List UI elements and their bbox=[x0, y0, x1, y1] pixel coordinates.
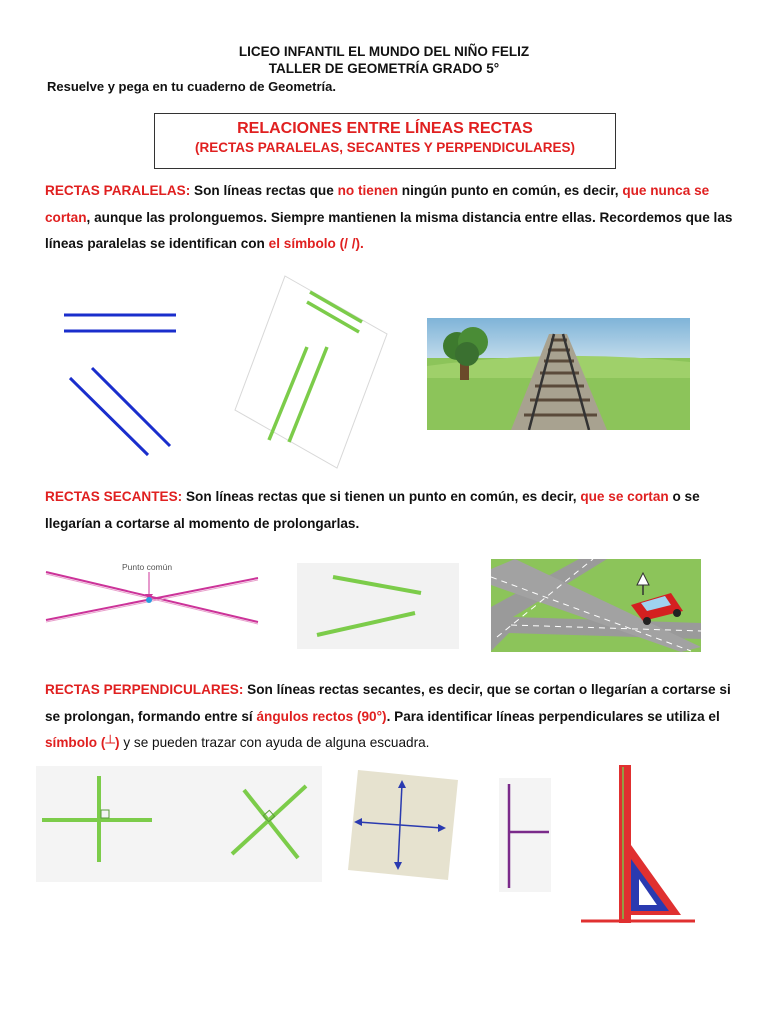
paralelas-term: RECTAS PARALELAS: bbox=[45, 183, 191, 198]
figure-background bbox=[36, 766, 322, 882]
red-ruler bbox=[619, 765, 631, 923]
green-parallel-lines-figure bbox=[225, 272, 395, 472]
workshop-title: TALLER DE GEOMETRÍA GRADO 5° bbox=[268, 61, 500, 76]
blue-line-d1 bbox=[70, 378, 148, 455]
paralelas-highlight-3: el símbolo (/ /). bbox=[268, 236, 364, 251]
title-box bbox=[154, 113, 616, 169]
perpendiculares-term: RECTAS PERPENDICULARES: bbox=[45, 682, 244, 697]
perpendiculares-text-3: y se pueden trazar con ayuda de alguna escuadra. bbox=[119, 735, 430, 750]
school-name: LICEO INFANTIL EL MUNDO DEL NIÑO FELIZ bbox=[238, 44, 530, 59]
paralelas-highlight-2: que nunca se cortan bbox=[45, 183, 710, 225]
blue-line-d2 bbox=[92, 368, 170, 446]
perpendiculares-highlight-1: ángulos rectos (90°) bbox=[256, 708, 387, 724]
purple-perpendicular-figure bbox=[499, 778, 551, 892]
paralelas-paragraph bbox=[45, 178, 735, 258]
magenta-line-2-shadow bbox=[46, 580, 258, 622]
perpendiculares-paragraph bbox=[45, 677, 735, 757]
secantes-text-2: o se llegarían a cortarse al momento de prolongarlas. bbox=[45, 489, 700, 531]
secantes-highlight-1: que se cortan bbox=[580, 489, 669, 504]
perpendiculares-highlight-2: símbolo (┴) bbox=[45, 735, 120, 750]
perpendicular-lines-figure bbox=[36, 766, 322, 882]
figure-background bbox=[297, 563, 459, 649]
green-secant-lines-figure bbox=[297, 563, 459, 649]
magenta-line-1-shadow bbox=[46, 574, 258, 624]
secantes-term: RECTAS SECANTES: bbox=[45, 489, 183, 504]
common-point bbox=[146, 597, 152, 603]
secantes-text-1: Son líneas rectas que si tienen un punto en común, es decir, bbox=[182, 489, 581, 504]
paralelas-text-1: Son líneas rectas que bbox=[190, 183, 338, 198]
blue-parallel-lines-figure bbox=[50, 290, 190, 460]
instruction-text: Resuelve y pega en tu cuaderno de Geometría. bbox=[47, 79, 336, 94]
blue-perpendicular-figure bbox=[344, 766, 462, 884]
paralelas-text-3: , aunque las prolonguemos. Siempre mantienen la misma distancia entre ellas. Recordemos que las líneas paralelas se identifican con bbox=[45, 209, 733, 251]
railroad-track-image bbox=[427, 318, 690, 430]
road-intersection-image bbox=[491, 559, 701, 652]
paralelas-highlight-1: no tienen bbox=[337, 183, 398, 198]
perpendiculares-text-2: . Para identificar líneas perpendiculares se utiliza el bbox=[386, 708, 720, 724]
set-square-figure bbox=[577, 763, 697, 928]
sub-title: (RECTAS PARALELAS, SECANTES Y PERPENDICULARES) bbox=[194, 140, 576, 155]
main-title: RELACIONES ENTRE LÍNEAS RECTAS bbox=[237, 120, 533, 137]
secantes-paragraph bbox=[45, 484, 735, 537]
figure-background bbox=[499, 778, 551, 892]
paralelas-text-2: ningún punto en común, es decir, bbox=[398, 183, 623, 198]
point-label: Punto común bbox=[122, 562, 173, 572]
perpendiculares-text-1: Son líneas rectas secantes, es decir, que se cortan o llegarían a cortarse si se prolongan, formando entre sí bbox=[45, 682, 731, 724]
secant-lines-figure bbox=[42, 556, 262, 626]
tree-crown-3 bbox=[455, 342, 479, 366]
